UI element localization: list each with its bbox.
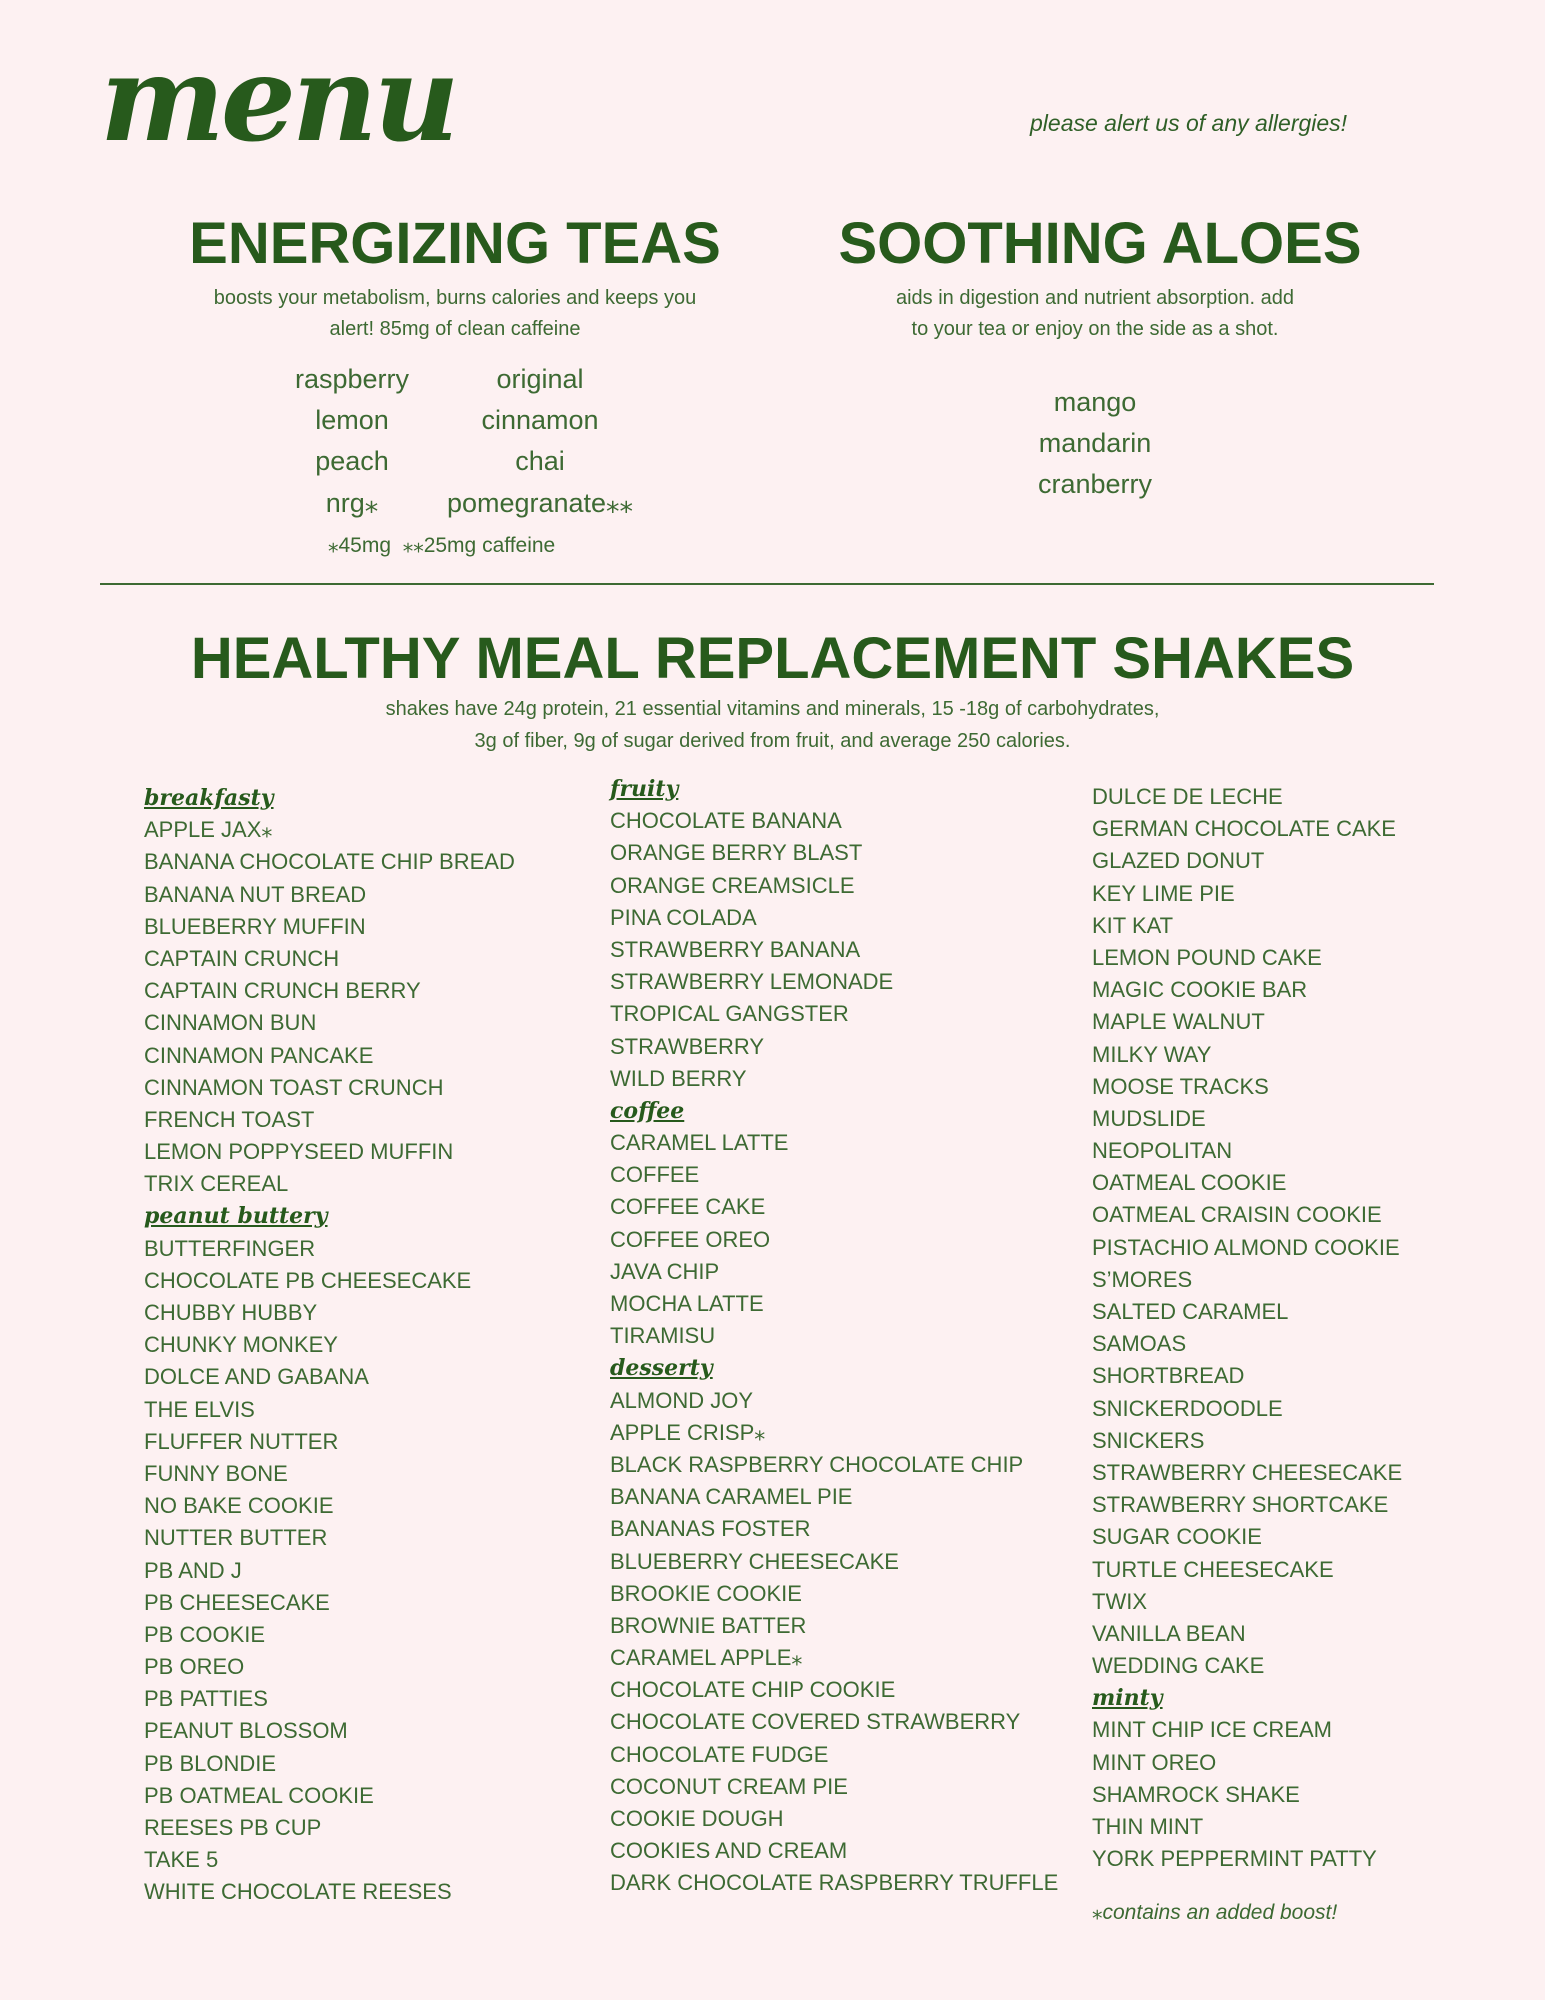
shake-flavor-item: MINT OREO	[1092, 1749, 1217, 1775]
shake-flavor-item: COFFEE	[610, 1162, 700, 1188]
shake-flavor-item: PB CHEESECAKE	[144, 1589, 330, 1615]
shake-flavor-item: WEDDING CAKE	[1092, 1653, 1265, 1679]
shake-flavor-item: BUTTERFINGER	[144, 1235, 316, 1261]
shake-flavor-item: PB BLONDIE	[144, 1750, 277, 1776]
tea-flavor-raspberry: raspberry	[294, 364, 410, 394]
shake-flavor-item: NEOPOLITAN	[1092, 1138, 1233, 1164]
shake-flavor-item: FLUFFER NUTTER	[144, 1428, 339, 1454]
shake-flavor-item: CHOCOLATE COVERED STRAWBERRY	[610, 1709, 1021, 1735]
shake-flavor-item: TAKE 5	[144, 1847, 219, 1873]
shake-flavor-item: NUTTER BUTTER	[144, 1525, 328, 1551]
shake-flavor-item: COCONUT CREAM PIE	[610, 1773, 848, 1799]
shake-flavor-item: TROPICAL GANGSTER	[610, 1001, 849, 1027]
shake-flavor-item: MOCHA LATTE	[610, 1291, 764, 1316]
shake-flavor-item: TURTLE CHEESECAKE	[1092, 1556, 1334, 1582]
shake-flavor-item: THE ELVIS	[144, 1396, 255, 1422]
shake-flavor-item: CINNAMON BUN	[144, 1010, 317, 1036]
aloe-flavor-mango: mango	[1053, 387, 1137, 417]
shake-flavor-item: WHITE CHOCOLATE REESES	[144, 1879, 452, 1905]
tea-flavor-lemon: lemon	[315, 405, 389, 435]
tea-flavor-pomegranate: pomegranate⁎⁎	[446, 488, 634, 518]
shake-flavor-item: BROWNIE BATTER	[610, 1612, 807, 1638]
tea-flavor-cinnamon: cinnamon	[481, 405, 599, 435]
shake-flavor-item: COFFEE OREO	[610, 1226, 771, 1252]
shake-flavor-item: ORANGE CREAMSICLE	[610, 872, 855, 898]
tea-flavor-peach: peach	[315, 446, 389, 476]
shakes-description-line-2: 3g of fiber, 9g of sugar derived from fruit, and average 250 calories.	[474, 730, 1071, 752]
shake-flavor-item: SHORTBREAD	[1092, 1363, 1245, 1389]
shake-flavor-item: ALMOND JOY	[610, 1387, 754, 1413]
shakes-description-line-1: shakes have 24g protein, 21 essential vitamins and minerals, 15 -18g of carbohydrates,	[385, 698, 1160, 720]
shake-flavor-item: GERMAN CHOCOLATE CAKE	[1092, 816, 1396, 842]
shake-flavor-item: BLUEBERRY CHEESECAKE	[610, 1548, 899, 1574]
allergy-note: please alert us of any allergies!	[1030, 110, 1348, 136]
category-heading: minty	[1092, 1685, 1163, 1712]
section-divider	[100, 583, 1434, 585]
category-heading: fruity	[610, 776, 679, 802]
teas-description-line-2: alert! 85mg of clean caffeine	[329, 318, 581, 340]
shake-flavor-item: LEMON POPPYSEED MUFFIN	[144, 1139, 454, 1165]
shake-flavor-item: COOKIES AND CREAM	[610, 1838, 848, 1864]
shake-flavor-item: WILD BERRY	[610, 1065, 747, 1091]
teas-description-line-1: boosts your metabolism, burns calories and keeps you	[213, 287, 697, 309]
category-heading: peanut buttery	[144, 1203, 328, 1230]
teas-description	[150, 283, 760, 345]
shake-flavor-item: CINNAMON TOAST CRUNCH	[144, 1074, 444, 1100]
tea-flavor-original: original	[496, 364, 584, 394]
shake-flavor-item: KEY LIME PIE	[1092, 880, 1235, 906]
shake-flavor-item: ORANGE BERRY BLAST	[610, 840, 863, 866]
shake-flavor-item: TIRAMISU	[610, 1323, 716, 1349]
shake-flavor-item: STRAWBERRY BANANA	[610, 936, 861, 962]
shakes-column-2	[610, 773, 1058, 1900]
shake-flavor-item: BLUEBERRY MUFFIN	[144, 913, 366, 939]
shake-flavor-item: SHAMROCK SHAKE	[1092, 1781, 1300, 1807]
shake-flavor-item: REESES PB CUP	[144, 1815, 322, 1840]
shakes-description	[0, 693, 1545, 757]
shake-flavor-item: APPLE JAX⁎	[144, 817, 273, 843]
shake-flavor-item: MAPLE WALNUT	[1092, 1009, 1265, 1035]
shake-flavor-item: OATMEAL CRAISIN COOKIE	[1092, 1202, 1382, 1228]
shake-flavor-item: MUDSLIDE	[1092, 1105, 1206, 1131]
aloe-flavor-mandarin: mandarin	[1038, 428, 1152, 458]
shake-flavor-item: STRAWBERRY	[610, 1033, 765, 1059]
aloe-flavor-cranberry: cranberry	[1037, 469, 1153, 499]
shake-flavor-item: PINA COLADA	[610, 904, 757, 930]
aloes-description-line-2: to your tea or enjoy on the side as a shot.	[911, 318, 1279, 340]
shake-flavor-item: BLACK RASPBERRY CHOCOLATE CHIP	[610, 1451, 1024, 1477]
shake-flavor-item: PB PATTIES	[144, 1686, 268, 1712]
shake-flavor-item: STRAWBERRY LEMONADE	[610, 969, 894, 995]
category-heading: coffee	[610, 1097, 685, 1124]
shake-flavor-item: PB COOKIE	[144, 1621, 266, 1647]
shake-flavor-item: CHUNKY MONKEY	[144, 1332, 338, 1358]
shake-flavor-item: CHOCOLATE PB CHEESECAKE	[144, 1267, 472, 1293]
aloes-title: SOOTHING ALOES	[838, 211, 1362, 276]
shake-flavor-item: CHOCOLATE BANANA	[610, 808, 842, 834]
shake-flavor-item: BANANA CARAMEL PIE	[610, 1484, 853, 1510]
shake-flavor-item: KIT KAT	[1092, 912, 1174, 938]
boost-footnote: ⁎contains an added boost!	[1092, 1901, 1338, 1924]
teas-title: ENERGIZING TEAS	[189, 211, 721, 276]
shake-flavor-item: PB AND J	[144, 1557, 242, 1583]
shake-flavor-item: STRAWBERRY CHEESECAKE	[1092, 1459, 1403, 1485]
shake-flavor-item: CAPTAIN CRUNCH BERRY	[144, 978, 421, 1004]
shake-flavor-item: SNICKERDOODLE	[1092, 1395, 1283, 1421]
shake-flavor-item: THIN MINT	[1092, 1814, 1204, 1839]
category-heading: desserty	[610, 1355, 713, 1382]
menu-logo: menu	[100, 29, 456, 168]
shake-flavor-item: MOOSE TRACKS	[1092, 1073, 1269, 1099]
shake-flavor-item: PB OREO	[144, 1654, 245, 1680]
shake-flavor-item: COFFEE CAKE	[610, 1194, 766, 1220]
shakes-title: HEALTHY MEAL REPLACEMENT SHAKES	[190, 626, 1355, 691]
shake-flavor-item: GLAZED DONUT	[1092, 848, 1265, 874]
shake-flavor-item: SALTED CARAMEL	[1092, 1299, 1289, 1324]
shake-flavor-item: BROOKIE COOKIE	[610, 1580, 802, 1606]
shake-flavor-item: SUGAR COOKIE	[1092, 1524, 1262, 1550]
shake-flavor-item: CHUBBY HUBBY	[144, 1300, 318, 1325]
shake-flavor-item: FUNNY BONE	[144, 1460, 288, 1486]
shake-flavor-item: LEMON POUND CAKE	[1092, 944, 1322, 970]
shake-flavor-item: CARAMEL APPLE⁎	[610, 1645, 803, 1671]
shake-flavor-item: TWIX	[1092, 1588, 1147, 1614]
shake-flavor-item: PEANUT BLOSSOM	[144, 1718, 348, 1744]
shake-flavor-item: FRENCH TOAST	[144, 1106, 315, 1132]
shake-flavor-item: DULCE DE LECHE	[1092, 784, 1283, 809]
shake-flavor-item: PB OATMEAL COOKIE	[144, 1782, 374, 1808]
shake-flavor-item: DARK CHOCOLATE RASPBERRY TRUFFLE	[610, 1870, 1059, 1896]
shake-flavor-item: S’MORES	[1092, 1266, 1193, 1292]
shake-flavor-item: STRAWBERRY SHORTCAKE	[1092, 1492, 1389, 1518]
shake-flavor-item: BANANA CHOCOLATE CHIP BREAD	[144, 849, 515, 875]
shake-flavor-item: DOLCE AND GABANA	[144, 1364, 369, 1390]
shakes-column-3	[1092, 781, 1402, 1875]
shake-flavor-item: SAMOAS	[1092, 1331, 1187, 1357]
shake-flavor-item: PISTACHIO ALMOND COOKIE	[1092, 1234, 1400, 1260]
shake-flavor-item: APPLE CRISP⁎	[610, 1419, 766, 1445]
shakes-column-1	[144, 782, 515, 1909]
tea-flavor-nrg: nrg⁎	[325, 488, 379, 518]
shake-flavor-item: CAPTAIN CRUNCH	[144, 945, 340, 971]
shake-flavor-item: VANILLA BEAN	[1092, 1620, 1246, 1646]
category-heading: breakfasty	[144, 785, 274, 811]
shake-flavor-item: BANANA NUT BREAD	[144, 881, 367, 907]
tea-flavor-chai: chai	[515, 446, 565, 476]
shake-flavor-item: OATMEAL COOKIE	[1092, 1170, 1287, 1196]
aloes-description	[825, 283, 1365, 345]
shake-flavor-item: TRIX CEREAL	[144, 1171, 289, 1197]
shake-flavor-item: COOKIE DOUGH	[610, 1806, 784, 1831]
shake-flavor-item: BANANAS FOSTER	[610, 1516, 811, 1542]
tea-caffeine-footnote: ⁎45mg ⁎⁎25mg caffeine	[328, 534, 556, 557]
shake-flavor-item: JAVA CHIP	[610, 1258, 720, 1284]
shake-flavor-item: MINT CHIP ICE CREAM	[1092, 1717, 1332, 1743]
shake-flavor-item: MILKY WAY	[1092, 1041, 1212, 1067]
shake-flavor-item: CARAMEL LATTE	[610, 1130, 789, 1156]
shake-flavor-item: NO BAKE COOKIE	[144, 1493, 334, 1519]
shake-flavor-item: CHOCOLATE FUDGE	[610, 1741, 829, 1767]
shake-flavor-item: SNICKERS	[1092, 1427, 1205, 1453]
shake-flavor-item: CINNAMON PANCAKE	[144, 1042, 374, 1068]
shake-flavor-item: CHOCOLATE CHIP COOKIE	[610, 1677, 896, 1703]
shake-flavor-item: MAGIC COOKIE BAR	[1092, 977, 1308, 1003]
aloes-description-line-1: aids in digestion and nutrient absorption. add	[895, 287, 1295, 309]
shake-flavor-item: YORK PEPPERMINT PATTY	[1092, 1846, 1377, 1872]
